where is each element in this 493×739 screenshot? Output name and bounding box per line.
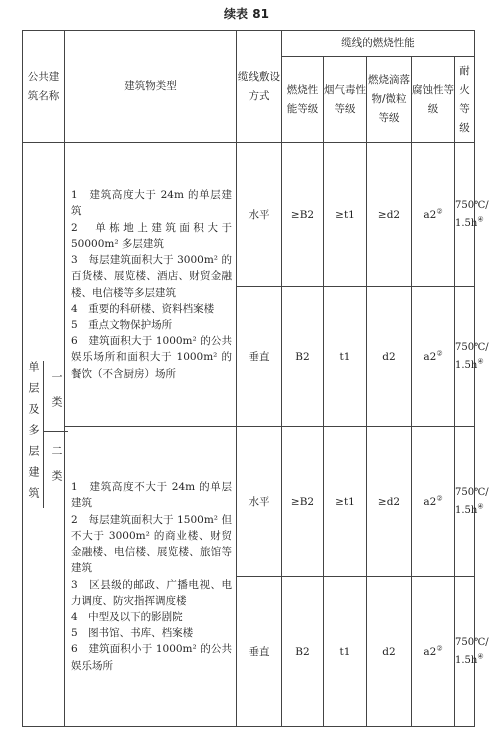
corrosion-cell: a2② [412,143,455,287]
header-public-building: 公共建筑名称 [23,31,65,143]
list-item: 5 图书馆、书库、档案楼 [71,627,194,640]
header-corrosion-grade: 腐蚀性等级 [412,57,455,143]
burn-cell: B2 [282,577,324,727]
header-cable-burning-group: 缆线的燃烧性能 [282,31,475,57]
smoke-cell: ≥t1 [324,143,367,287]
list-item: 6 建筑面积大于 1000m² 的公共娱乐场所和面积大于 1000m² 的餐饮（不含厨房）场所 [71,335,232,380]
list-item: 1 建筑高度不大于 24m 的单层建筑 [71,481,232,510]
list-item: 3 区县级的邮政、广播电视、电力调度、防灾指挥调度楼 [71,578,232,607]
laying-cell: 水平 [237,427,282,577]
laying-cell: 垂直 [237,287,282,427]
drip-cell: ≥d2 [367,143,412,287]
header-laying-method: 缆线敷设方式 [237,31,282,143]
list-item: 2 单栋地上建筑面积大于 50000m² 多层建筑 [71,221,232,250]
drip-cell: ≥d2 [367,427,412,577]
smoke-cell: t1 [324,287,367,427]
header-fire-resistance: 耐火等级 [455,57,475,143]
laying-cell: 水平 [237,143,282,287]
header-drip-grade: 燃烧滴落物/微粒等级 [367,57,412,143]
list-item: 6 建筑面积小于 1000m² 的公共娱乐场所 [71,643,232,672]
list-item: 4 中型及以下的影剧院 [71,610,183,623]
list-item: 1 建筑高度大于 24m 的单层建筑 [71,189,232,218]
list-item: 2 每层建筑面积大于 1500m² 但不大于 3000m² 的商业楼、财贸金融楼、电信楼、展览楼、旅馆等建筑 [71,513,232,575]
burn-cell: ≥B2 [282,427,324,577]
cable-fire-performance-table [22,30,489,727]
fire-cell: 750℃/ 1.5h④ [455,577,475,727]
building-name-cell [23,143,65,727]
smoke-cell: t1 [324,577,367,727]
corrosion-cell: a2② [412,287,455,427]
corrosion-cell: a2② [412,577,455,727]
header-smoke-toxicity: 烟气毒性等级 [324,57,367,143]
corrosion-cell: a2② [412,427,455,577]
burn-cell: ≥B2 [282,143,324,287]
drip-cell: d2 [367,287,412,427]
class-one-building-types [65,143,237,427]
header-burn-grade: 燃烧性能等级 [282,57,324,143]
class-two-building-types [65,427,237,727]
smoke-cell: ≥t1 [324,427,367,577]
laying-cell: 垂直 [237,577,282,727]
burn-cell: B2 [282,287,324,427]
fire-cell: 750℃/ 1.5h④ [455,427,475,577]
table-title: 续表 81 [224,7,269,21]
fire-cell: 750℃/ 1.5h④ [455,143,475,287]
fire-cell: 750℃/ 1.5h④ [455,287,475,427]
list-item: 4 重要的科研楼、资料档案楼 [71,302,215,315]
header-building-type: 建筑物类型 [65,31,237,143]
list-item: 5 重点文物保护场所 [71,318,173,331]
class-two-label: 二类 [50,444,63,495]
building-name: 单层及多层建筑 [23,361,44,508]
drip-cell: d2 [367,577,412,727]
list-item: 3 每层建筑面积大于 3000m² 的百货楼、展览楼、酒店、财贸金融楼、电信楼等多层建筑 [71,254,232,299]
class-one-label: 一类 [44,361,68,432]
